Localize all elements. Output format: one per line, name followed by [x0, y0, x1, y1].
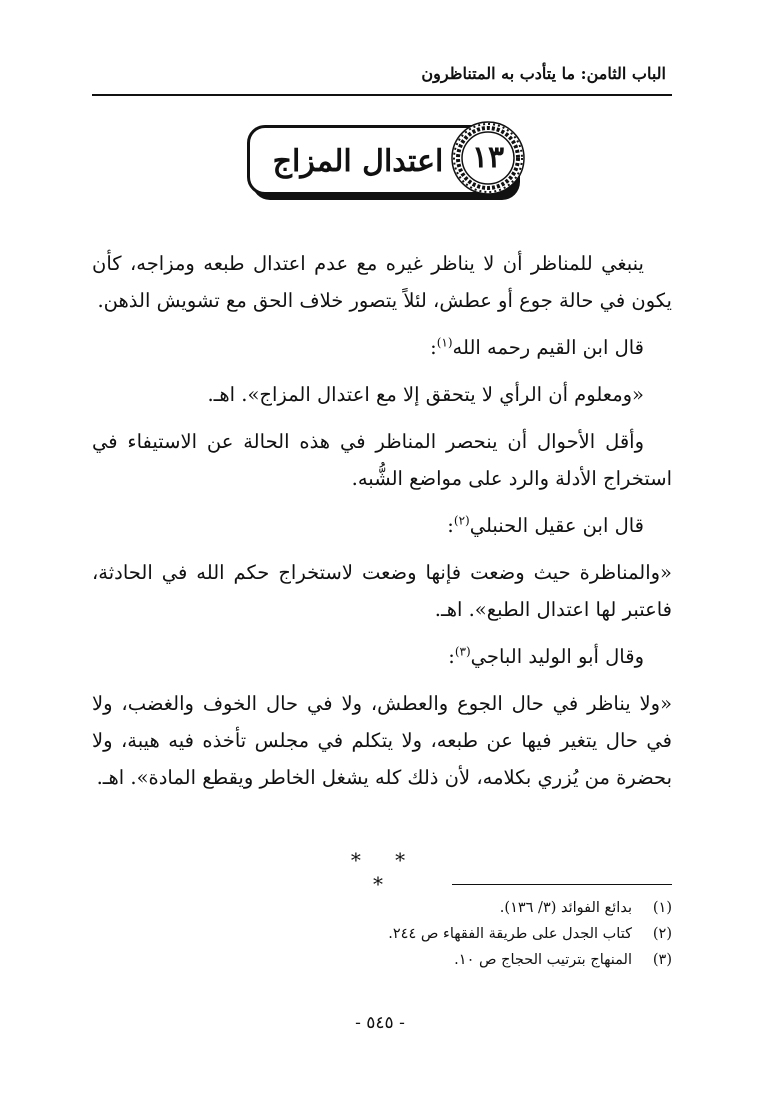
footnote	[300, 921, 672, 947]
footnote-number: (٣)	[652, 952, 672, 968]
chapter-number-medallion	[449, 119, 527, 197]
footnote-ref: (٢)	[453, 513, 470, 528]
quotation	[92, 376, 672, 413]
paragraph-text: وقال أبو الوليد الباجي	[470, 645, 644, 668]
quotation	[92, 685, 672, 796]
chapter-number: ١٣	[471, 140, 505, 175]
paragraph	[92, 245, 672, 319]
paragraph-text: وأقل الأحوال أن ينحصر المناظر في هذه الحالة عن الاستيفاء في استخراج الأدلة والرد على مواضع الشُّبه.	[92, 430, 672, 490]
footnote	[300, 895, 672, 921]
paragraph	[92, 507, 672, 544]
page-number: - ٥٤٥ -	[355, 1013, 405, 1033]
footnote-rule	[452, 884, 672, 885]
footnote-text: بدائع الفوائد (٣/ ١٣٦).	[499, 900, 632, 916]
footnote	[300, 947, 672, 973]
footnotes	[300, 895, 672, 973]
paragraph-text: ينبغي للمناظر أن لا يناظر غيره مع عدم اعتدال طبعه ومزاجه، كأن يكون في حالة جوع أو عطش، لئلاً يتصور خلاف الحق مع تشويش الذهن.	[92, 252, 672, 312]
paragraph	[92, 329, 672, 366]
footnote-number: (٢)	[652, 926, 672, 942]
footnote-number: (١)	[652, 900, 672, 916]
quotation	[92, 554, 672, 628]
chapter-title: اعتدال المزاج	[272, 144, 444, 179]
running-header: الباب الثامن: ما يتأدب به المتناظرون	[421, 64, 666, 83]
paragraph	[92, 638, 672, 675]
body-text	[92, 245, 672, 806]
header-rule	[92, 94, 672, 96]
paragraph	[92, 423, 672, 497]
paragraph-text: قال ابن القيم رحمه الله	[452, 336, 644, 359]
footnote-text: كتاب الجدل على طريقة الفقهاء ص ٢٤٤.	[388, 926, 632, 942]
paragraph-tail: :	[430, 336, 437, 359]
paragraph-tail: :	[448, 645, 455, 668]
section-separator: * * *	[350, 848, 420, 896]
footnote-ref: (١)	[436, 335, 453, 350]
paragraph-text: «ولا يناظر في حال الجوع والعطش، ولا في حال الخوف والغضب، ولا في حال يتغير فيها عن طبعه، ولا يتكلم في مجلس تأخذه فيه هيبة، ولا بحضرة من يُزري بكلامه، لأن ذلك كله يشغل الخاطر ويقطع المادة». اهـ.	[92, 692, 672, 789]
paragraph-text: «والمناظرة حيث وضعت فإنها وضعت لاستخراج حكم الله في الحادثة، فاعتبر لها اعتدال الطبع». اهـ.	[92, 561, 672, 621]
paragraph-tail: :	[447, 514, 454, 537]
paragraph-text: «ومعلوم أن الرأي لا يتحقق إلا مع اعتدال المزاج». اهـ.	[207, 383, 644, 406]
footnote-ref: (٣)	[454, 644, 471, 659]
footnote-text: المنهاج بترتيب الحجاج ص ١٠.	[454, 952, 632, 968]
paragraph-text: قال ابن عقيل الحنبلي	[469, 514, 644, 537]
chapter-heading	[247, 125, 525, 203]
